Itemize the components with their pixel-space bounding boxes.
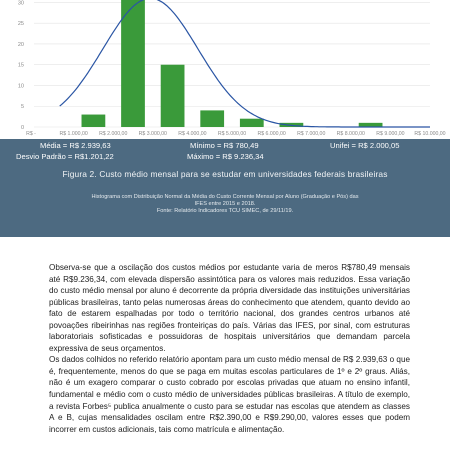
stat-unifei: Unifei = R$ 2.000,05 <box>330 141 400 150</box>
x-tick-label: R$ 10.000,00 <box>414 131 446 137</box>
stat-minimo: Mínimo = R$ 780,49 <box>190 141 259 150</box>
x-tick-label: R$ 6.000,00 <box>257 131 286 137</box>
y-tick-label: 30 <box>17 0 24 7</box>
y-tick-label: 15 <box>17 62 24 69</box>
article-body <box>49 262 410 435</box>
x-tick-label: R$ 2.000,00 <box>99 131 128 137</box>
histogram-bar <box>82 115 106 127</box>
histogram-bar <box>240 119 264 127</box>
stat-maximo: Máximo = R$ 9.236,34 <box>187 152 264 161</box>
y-tick-label: 5 <box>20 104 24 111</box>
y-tick-label: 0 <box>20 125 24 131</box>
paragraph-2: Os dados colhidos no referido relatório apontam para um custo médio mensal de R$ 2.939,63 o que é, frequentemente, menos do que se paga em muitas escolas particulares de 1º e 2º graus. Aliás, não é um exagero comparar o custo cobrado por escolas privadas que atuam no ensino infantil, fundamental e médio com o custo médio de universidades públicas brasileiras. A título de exemplo, a revista Forbes⁵ publica anualmente o custo para se estudar nas escolas que atendem as classes A e B, cujas mensalidades oscilam entre R$2.390,00 e R$9.290,00, valores esses que podem incorrer em custos adicionais, tais como matrícula e alimentação. <box>49 355 410 434</box>
paragraph-1: Observa-se que a oscilação dos custos médios por estudante varia de meros R$780,49 mensais até R$9.236,34, com elevada dispersão assintótica para os valores mais reduzidos. Essa variação do custo médio mensal por aluno é decorrente da própria diversidade das instituições universitárias públicas brasileiras, tanto pelas numerosas áreas do conhecimento que atendem, quanto devido ao fato de estarem espalhadas por todo o território nacional, dos grandes centros urbanos até povoações ribeirinhas nas regiões fronteiriças do país. Várias das IFES, por sinal, com estruturas laboratoriais sofisticadas e possuidoras de hospitais universitários que demandam parcela expressiva de seus orçamentos. <box>49 263 410 353</box>
x-tick-label: R$ - <box>26 131 36 137</box>
histogram-chart <box>0 0 450 139</box>
x-tick-label: R$ 5.000,00 <box>217 131 247 137</box>
x-tick-label: R$ 8.000,00 <box>336 131 365 137</box>
stat-media: Média = R$ 2.939,63 <box>40 141 111 150</box>
figure-source: Fonte: Relatório Indicadores TCU SIMEC, de 29/11/19. <box>156 208 294 214</box>
histogram-bar <box>359 123 383 127</box>
figure-caption: Figura 2. Custo médio mensal para se estudar em universidades federais brasileiras <box>62 169 388 179</box>
histogram-svg <box>0 0 450 139</box>
figure-note-2: IFES entre 2015 e 2018. <box>194 201 256 207</box>
figure-note-1: Histograma com Distribuição Normal da Média do Custo Corrente Mensal por Aluno (Graduação e Pós) das <box>91 194 359 200</box>
x-tick-label: R$ 7.000,00 <box>297 131 326 137</box>
y-tick-label: 20 <box>17 41 24 48</box>
x-tick-label: R$ 9.000,00 <box>376 131 405 137</box>
histogram-bar <box>161 65 185 127</box>
x-tick-label: R$ 3.000,00 <box>138 131 167 137</box>
histogram-bar <box>200 110 224 127</box>
x-tick-label: R$ 4.000,00 <box>178 131 207 137</box>
x-tick-label: R$ 1.000,00 <box>59 131 88 137</box>
stat-desvio: Desvio Padrão = R$1.201,22 <box>16 152 114 161</box>
normal-curve <box>60 0 430 127</box>
histogram-bar <box>121 0 145 127</box>
y-tick-label: 25 <box>17 21 24 28</box>
y-tick-label: 10 <box>17 83 24 90</box>
